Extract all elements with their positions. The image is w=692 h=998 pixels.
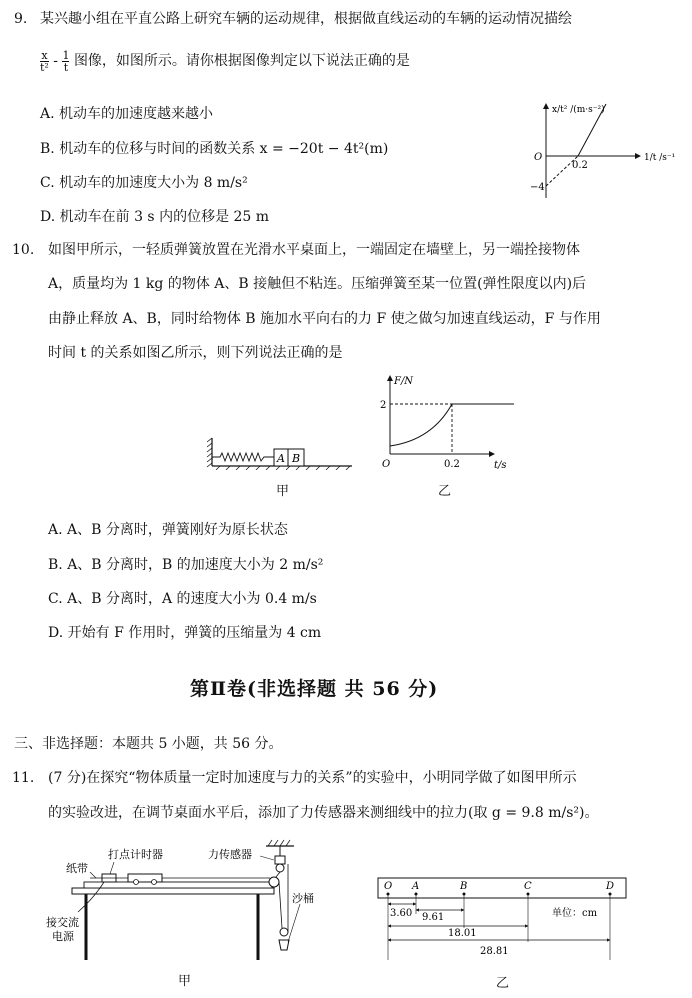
q9-option-b: B. 机动车的位移与时间的函数关系 x = −20t − 4t²(m) xyxy=(40,141,389,157)
q11-label-power-2: 电源 xyxy=(52,930,74,943)
q11-label-tape: 纸带 xyxy=(66,862,88,875)
svg-text:A: A xyxy=(412,881,420,892)
q9-y-tick: −4 xyxy=(530,182,545,193)
q11-leader-sensor xyxy=(260,856,274,860)
q10-option-a: A. A、B 分离时，弹簧刚好为原长状态 xyxy=(48,522,288,538)
q10-fig-jia xyxy=(206,436,358,470)
q10-number: 10. xyxy=(12,242,35,258)
q9-stem-line2 xyxy=(40,46,410,76)
q11-dim-oa-label: 3.60 xyxy=(390,908,413,919)
q10-caption-yi: 乙 xyxy=(438,484,452,499)
q9-x-label: 1/t /s⁻¹ xyxy=(644,153,676,163)
q11-force-sensor xyxy=(275,856,285,864)
q10-force-curve xyxy=(390,404,452,446)
q10-origin: O xyxy=(382,459,391,470)
q9-number: 9. xyxy=(14,11,28,27)
q11-dim-ob-label: 18.01 xyxy=(448,928,477,939)
q11-cart xyxy=(128,874,162,882)
q11-sand-bucket xyxy=(279,940,289,950)
part-3-heading: 三、非选择题：本题共 5 小题，共 56 分。 xyxy=(14,736,283,752)
q9-frac-separator: - xyxy=(53,53,59,69)
q11-fig-yi xyxy=(376,870,632,966)
q11-unit-label: 单位：cm xyxy=(552,908,598,919)
q10-caption-jia: 甲 xyxy=(276,484,290,499)
q10-y-label: F/N xyxy=(394,376,414,387)
q11-label-power-1: 接交流 xyxy=(46,916,79,929)
q11-stem-line2: 的实验改进，在调节桌面水平后，添加了力传感器来测细线中的拉力(取 g = 9.8 m/s²)。 xyxy=(48,805,599,821)
q11-point-c xyxy=(524,881,532,942)
q9-frac2-denominator: t xyxy=(63,60,69,74)
q11-table-top xyxy=(72,888,274,894)
q9-y-label: x/t² /(m·s⁻²) xyxy=(552,105,605,115)
q9-stem-line2-text: 图像，如图所示。请你根据图像判定以下说法正确的是 xyxy=(73,53,410,69)
q10-stem-line4: 时间 t 的关系如图乙所示，则下列说法正确的是 xyxy=(48,345,343,361)
q9-frac1-numerator: x xyxy=(41,48,48,62)
svg-text:O: O xyxy=(384,881,393,892)
q9-x-tick: 0.2 xyxy=(572,160,588,171)
q11-movable-pulley xyxy=(280,928,288,936)
q11-sensor-pulley xyxy=(276,864,284,872)
q10-wall-hatch xyxy=(207,438,212,467)
q11-ceiling-hatch xyxy=(268,840,290,846)
q9-graph xyxy=(528,98,680,202)
q10-block-b-label: B xyxy=(292,452,301,465)
q11-leader-tape xyxy=(90,872,96,878)
q11-string-down xyxy=(279,882,282,928)
q9-fraction-1-over-t xyxy=(62,50,69,73)
q11-table-pulley xyxy=(269,877,279,887)
q11-caption-jia: 甲 xyxy=(178,974,192,989)
q11-label-sensor: 力传感器 xyxy=(208,848,252,861)
q10-block-a-label: A xyxy=(277,452,285,465)
q11-label-bucket: 沙桶 xyxy=(292,892,314,905)
q11-leader-timer xyxy=(110,862,114,874)
q9-option-a: A. 机动车的加速度越来越小 xyxy=(40,106,214,122)
q11-number: 11. xyxy=(12,770,35,786)
q11-fig-jia xyxy=(44,834,334,966)
q9-option-d: D. 机动车在前 3 s 内的位移是 25 m xyxy=(40,209,270,225)
q10-y-tick: 2 xyxy=(380,400,387,411)
q11-leader-bucket xyxy=(288,904,300,942)
svg-text:B: B xyxy=(460,881,468,892)
q9-stem-line1: 某兴趣小组在平直公路上研究车辆的运动规律，根据做直线运动的车辆的运动情况描绘 xyxy=(40,11,572,27)
q9-fraction-x-over-t2 xyxy=(40,50,49,73)
q10-stem-line2: A，质量均为 1 kg 的物体 A、B 接触但不粘连。压缩弹簧至某一位置(弹性限度以内)后 xyxy=(48,276,587,292)
q10-x-label: t/s xyxy=(494,460,507,471)
q11-point-b xyxy=(459,881,467,928)
q10-table-hatch xyxy=(216,466,350,470)
q10-stem-line1: 如图甲所示，一轻质弹簧放置在光滑水平桌面上，一端固定在墙壁上，另一端拴接物体 xyxy=(48,242,580,258)
q9-frac1-denominator: t² xyxy=(40,60,49,74)
q11-dim-oc-label: 28.81 xyxy=(480,946,509,957)
q10-fig-yi xyxy=(376,372,524,476)
svg-text:C: C xyxy=(524,881,532,892)
q10-spring xyxy=(212,453,274,461)
q9-option-c: C. 机动车的加速度大小为 8 m/s² xyxy=(40,175,248,191)
q11-dim-ab-label: 9.61 xyxy=(422,912,445,923)
q10-option-c: C. A、B 分离时，A 的速度大小为 0.4 m/s xyxy=(48,591,317,607)
q11-label-timer: 打点计时器 xyxy=(108,848,163,861)
q9-origin: O xyxy=(534,152,543,163)
q11-cart-wheel-1 xyxy=(134,880,139,885)
svg-text:D: D xyxy=(606,881,615,892)
q11-cart-wheel-2 xyxy=(152,880,157,885)
q10-x-tick: 0.2 xyxy=(444,459,460,470)
section-2-title: 第Ⅱ卷(非选择题 共 56 分) xyxy=(190,678,439,700)
q10-stem-line3: 由静止释放 A、B，同时给物体 B 施加水平向右的力 F 使之做匀加速直线运动，F 与作用 xyxy=(48,311,601,327)
q11-caption-yi: 乙 xyxy=(496,976,510,991)
q11-string-to-sensor xyxy=(276,872,280,877)
q10-option-d: D. 开始有 F 作用时，弹簧的压缩量为 4 cm xyxy=(48,625,322,641)
q9-frac2-numerator: 1 xyxy=(62,48,70,62)
q10-option-b: B. A、B 分离时，B 的加速度大小为 2 m/s² xyxy=(48,557,324,573)
q11-stem-line1: (7 分)在探究“物体质量一定时加速度与力的关系”的实验中，小明同学做了如图甲所示 xyxy=(48,770,577,786)
q11-track xyxy=(84,882,272,888)
